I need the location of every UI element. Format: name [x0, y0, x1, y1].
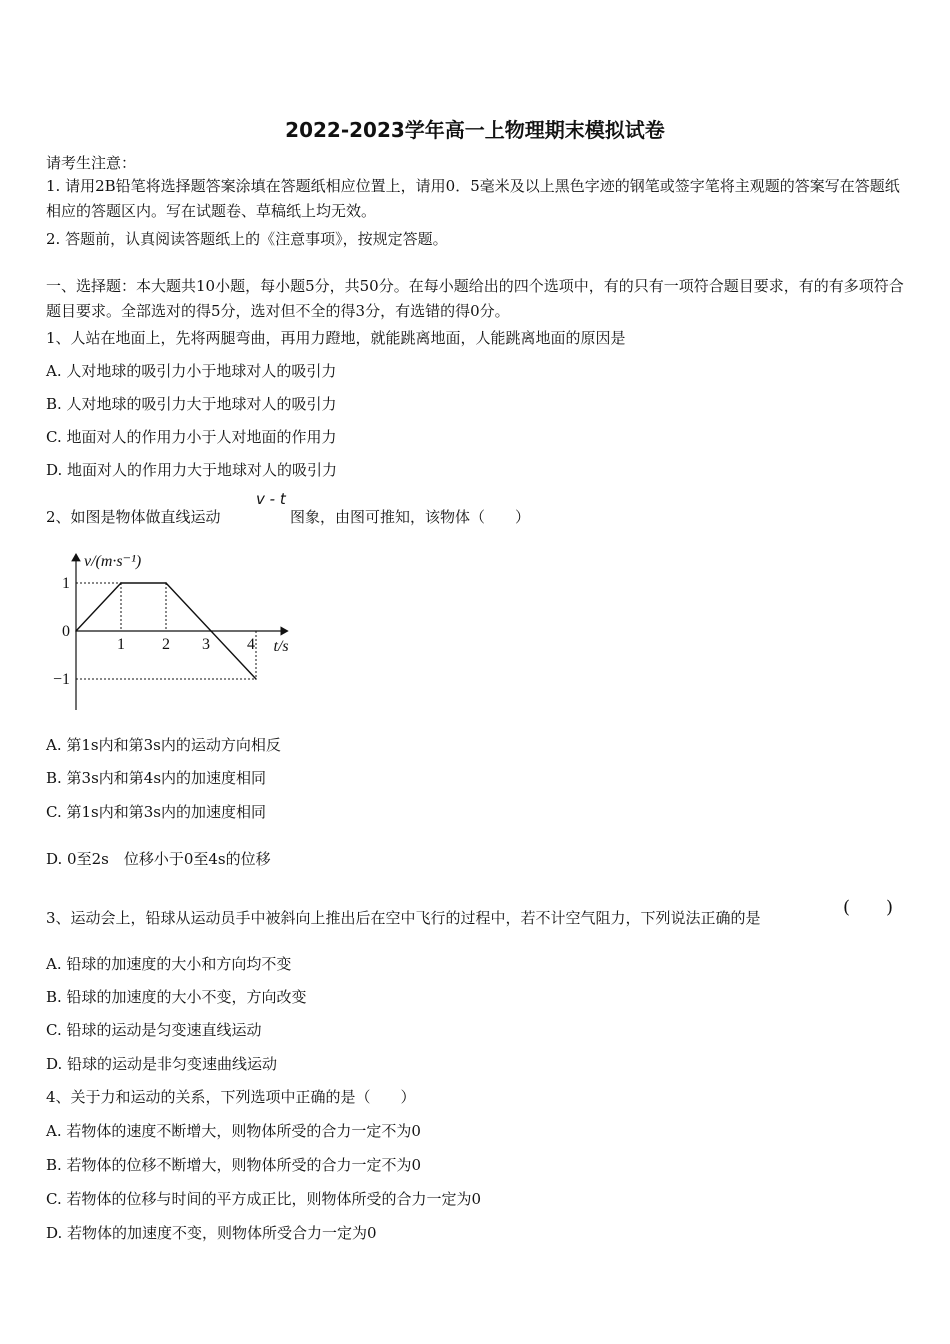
notice-item-2: 2. 答题前，认真阅读答题纸上的《注意事项》，按规定答题。: [46, 230, 448, 248]
q4-stem: 4、关于力和运动的关系，下列选项中正确的是（ ）: [46, 1088, 416, 1106]
q1-stem: 1、人站在地面上，先将两腿弯曲，再用力蹬地，就能跳离地面，人能跳离地面的原因是: [46, 329, 626, 347]
q2-vt-symbol: v - t: [256, 490, 286, 508]
notice-heading: 请考生注意：: [46, 154, 137, 172]
q1-option-b: B. 人对地球的吸引力大于地球对人的吸引力: [46, 395, 337, 413]
q3-answer-paren: ( ): [843, 897, 894, 918]
q3-option-d: D. 铅球的运动是非匀变速曲线运动: [46, 1055, 278, 1073]
q2-option-c: C. 第1s内和第3s内的加速度相同: [46, 803, 266, 821]
x-tick-label-1: 1: [117, 636, 125, 653]
q4-option-c: C. 若物体的位移与时间的平方成正比，则物体所受的合力一定为0: [46, 1190, 482, 1208]
y-tick-label-1: 0: [62, 623, 70, 640]
vt-point-4: [255, 678, 257, 680]
q2-option-a: A. 第1s内和第3s内的运动方向相反: [46, 736, 281, 754]
vt-point-0: [75, 630, 77, 632]
q1-option-c: C. 地面对人的作用力小于人对地面的作用力: [46, 428, 337, 446]
q2-option-b: B. 第3s内和第4s内的加速度相同: [46, 769, 267, 787]
vt-point-2: [165, 582, 167, 584]
x-axis-label: t/s: [273, 638, 289, 655]
q1-option-a: A. 人对地球的吸引力小于地球对人的吸引力: [46, 362, 337, 380]
q3-option-a: A. 铅球的加速度的大小和方向均不变: [46, 955, 292, 973]
vt-chart: [40, 540, 320, 710]
q4-option-d: D. 若物体的加速度不变，则物体所受合力一定为0: [46, 1224, 377, 1242]
vt-point-3: [210, 630, 212, 632]
q1-option-d: D. 地面对人的作用力大于地球对人的吸引力: [46, 461, 338, 479]
y-tick-label-0: 1: [62, 575, 70, 592]
q3-stem: 3、运动会上，铅球从运动员手中被斜向上推出后在空中飞行的过程中，若不计空气阻力，下列说法正确的是: [46, 909, 761, 927]
q3-option-c: C. 铅球的运动是匀变速直线运动: [46, 1021, 262, 1039]
vt-point-1: [120, 582, 122, 584]
q3-option-b: B. 铅球的加速度的大小不变，方向改变: [46, 988, 307, 1006]
x-tick-label-2: 2: [162, 636, 170, 653]
section-intro: 一、选择题：本大题共10小题，每小题5分，共50分。在每小题给出的四个选项中，有的只有一项符合题目要求，有的有多项符合题目要求。全部选对的得5分，选对但不全的得3分，有选错的得0分。: [46, 277, 904, 320]
q2-option-d: D. 0至2s 位移小于0至4s的位移: [46, 850, 271, 868]
y-tick-label-2: −1: [52, 671, 70, 688]
y-axis-label: v/(m·s⁻¹): [84, 553, 142, 571]
page-title: 2022-2023学年高一上物理期末模拟试卷: [285, 118, 665, 142]
x-tick-label-4: 4: [247, 636, 255, 653]
q4-option-a: A. 若物体的速度不断增大，则物体所受的合力一定不为0: [46, 1122, 421, 1140]
x-tick-label-3: 3: [202, 636, 210, 653]
q2-stem-before: 2、如图是物体做直线运动: [46, 508, 221, 526]
q2-stem-after: 图象，由图可推知，该物体（ ）: [290, 508, 531, 526]
q4-option-b: B. 若物体的位移不断增大，则物体所受的合力一定不为0: [46, 1156, 422, 1174]
notice-item-1: 1. 请用2B铅笔将选择题答案涂填在答题纸相应位置上，请用0．5毫米及以上黑色字迹的钢笔或签字笔将主观题的答案写在答题纸相应的答题区内。写在试题卷、草稿纸上均无效。: [46, 177, 900, 220]
